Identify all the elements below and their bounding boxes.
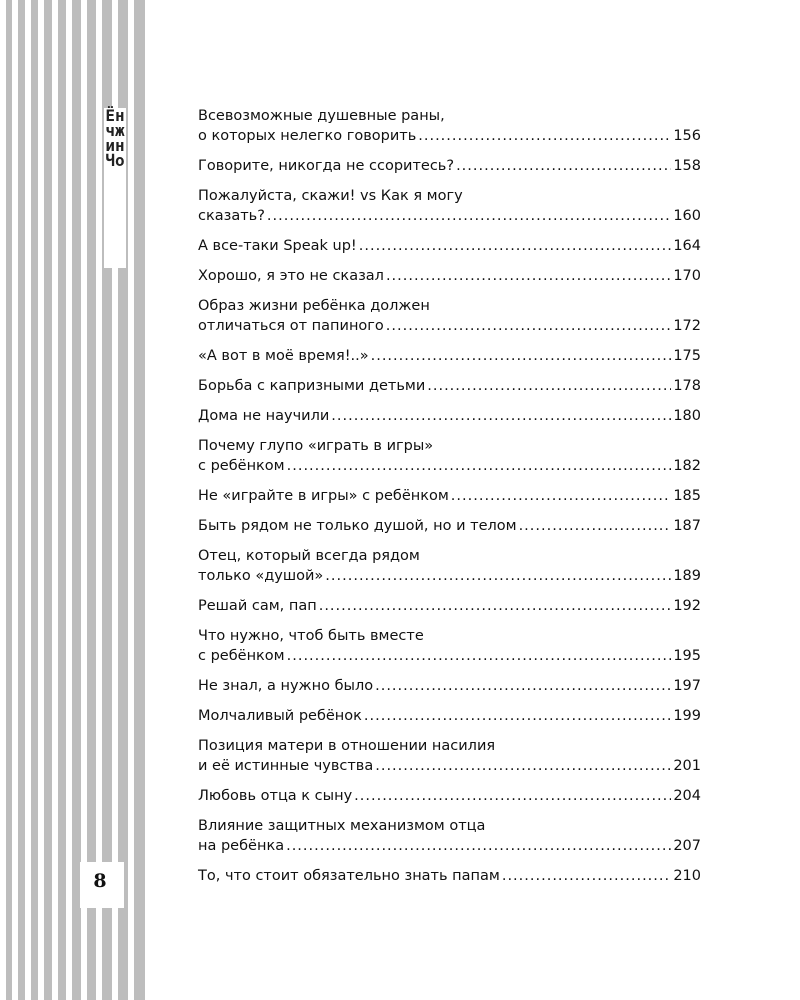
- toc-entry-title: Борьба с капризными детьми: [198, 378, 426, 394]
- toc-entry-last-line: [198, 786, 701, 806]
- stripe: [134, 0, 145, 1000]
- toc-entry: [198, 346, 701, 366]
- toc-entry: [198, 516, 701, 536]
- toc-entry-title: «А вот в моё время!..»: [198, 348, 369, 364]
- toc-entry-title: То, что стоит обязательно знать папам: [198, 868, 500, 884]
- toc-entry: [198, 156, 701, 176]
- toc-entry: [198, 186, 701, 226]
- toc-entry-page: 156: [673, 128, 701, 144]
- stripe: [31, 0, 38, 1000]
- toc-entry-last-line: [198, 486, 701, 506]
- dot-leader: [386, 266, 671, 286]
- toc-entry-title-line: Что нужно, чтоб быть вместе: [198, 628, 424, 644]
- dot-leader: [359, 236, 672, 256]
- toc-entry-title: Не знал, а нужно было: [198, 678, 374, 694]
- toc-entry: [198, 816, 701, 856]
- toc-entry-title: только «душой»: [198, 568, 324, 584]
- toc-entry-last-line: [198, 236, 701, 256]
- dot-leader: [371, 346, 672, 366]
- toc-entry-title: А все-таки Speak up!: [198, 238, 357, 254]
- toc-entry-last-line: [198, 866, 701, 886]
- dot-leader: [331, 406, 671, 426]
- toc-entry-page: 178: [673, 378, 701, 394]
- toc-entry-page: 180: [673, 408, 701, 424]
- toc-entry-title: Решай сам, пап: [198, 598, 317, 614]
- toc-entry-title-line: Позиция матери в отношении насилия: [198, 738, 496, 754]
- toc-entry: [198, 546, 701, 586]
- toc-entry-page: 170: [673, 268, 701, 284]
- dot-leader: [375, 756, 671, 776]
- toc-entry: [198, 786, 701, 806]
- dot-leader: [375, 676, 671, 696]
- toc-entry-page: 210: [673, 868, 701, 884]
- toc-entry-title: отличаться от папиного: [198, 318, 384, 334]
- stripe: [58, 0, 66, 1000]
- toc-entry-title-line: Почему глупо «играть в игры»: [198, 438, 434, 454]
- toc-entry-title: Не «играйте в игры» с ребёнком: [198, 488, 449, 504]
- toc-entry-title: Говорите, никогда не ссоритесь?: [198, 158, 455, 174]
- toc-entry-title: с ребёнком: [198, 648, 285, 664]
- toc-entry: [198, 296, 701, 336]
- dot-leader: [519, 516, 672, 536]
- toc-entry: [198, 486, 701, 506]
- toc-entry-last-line: [198, 676, 701, 696]
- toc-entry-page: 207: [673, 838, 701, 854]
- toc-entry-last-line: [198, 646, 701, 666]
- stripe: [18, 0, 25, 1000]
- toc-entry-title: Хорошо, я это не сказал: [198, 268, 384, 284]
- toc-entry-page: 192: [673, 598, 701, 614]
- dot-leader: [325, 566, 671, 586]
- toc-entry-last-line: [198, 836, 701, 856]
- toc-entry-last-line: [198, 406, 701, 426]
- toc-entry-title: Молчаливый ребёнок: [198, 708, 362, 724]
- dot-leader: [319, 596, 672, 616]
- toc-entry: [198, 706, 701, 726]
- toc-entry-last-line: [198, 126, 701, 146]
- page-number-box: [80, 862, 124, 908]
- dot-leader: [502, 866, 671, 886]
- toc-entry-last-line: [198, 376, 701, 396]
- dot-leader: [267, 206, 671, 226]
- dot-leader: [286, 836, 671, 856]
- toc-entry-page: 204: [673, 788, 701, 804]
- toc-entry: [198, 736, 701, 776]
- toc-entry-last-line: [198, 756, 701, 776]
- toc-entry: [198, 436, 701, 476]
- dot-leader: [456, 156, 671, 176]
- toc-entry-page: 189: [673, 568, 701, 584]
- toc-entry-title-line: Пожалуйста, скажи! vs Как я могу: [198, 188, 463, 204]
- toc-entry-page: 201: [673, 758, 701, 774]
- toc-entry-last-line: [198, 266, 701, 286]
- toc-entry: [198, 266, 701, 286]
- toc-entry-title: и её истинные чувства: [198, 758, 374, 774]
- toc-entry-title: о которых нелегко говорить: [198, 128, 417, 144]
- toc-entry-title-line: Влияние защитных механизмом отца: [198, 818, 486, 834]
- toc-entry-page: 158: [673, 158, 701, 174]
- toc-entry-page: 160: [673, 208, 701, 224]
- dot-leader: [364, 706, 671, 726]
- toc-entry-page: 199: [673, 708, 701, 724]
- toc-entry: [198, 236, 701, 256]
- author-name: Ёнчжин Чо: [105, 106, 125, 170]
- toc-entry-title: с ребёнком: [198, 458, 285, 474]
- dot-leader: [287, 646, 672, 666]
- toc-entry-page: 187: [673, 518, 701, 534]
- toc-entry-title-line: Всевозможные душевные раны,: [198, 108, 445, 124]
- toc-entry: [198, 596, 701, 616]
- toc-entry-last-line: [198, 596, 701, 616]
- dot-leader: [451, 486, 672, 506]
- toc-entry-title: на ребёнка: [198, 838, 285, 854]
- stripe: [87, 0, 96, 1000]
- toc-entry: [198, 376, 701, 396]
- toc-entry-page: 197: [673, 678, 701, 694]
- toc-entry-page: 175: [673, 348, 701, 364]
- dot-leader: [418, 126, 671, 146]
- toc-entry-page: 185: [673, 488, 701, 504]
- toc-entry: [198, 676, 701, 696]
- toc-entry-last-line: [198, 156, 701, 176]
- toc-entry: [198, 626, 701, 666]
- table-of-contents: [198, 106, 701, 896]
- toc-entry: [198, 106, 701, 146]
- toc-entry: [198, 866, 701, 886]
- decorative-stripes: [0, 0, 150, 1000]
- toc-entry-page: 195: [673, 648, 701, 664]
- toc-entry-last-line: [198, 566, 701, 586]
- toc-entry-title: Дома не научили: [198, 408, 330, 424]
- stripe: [6, 0, 12, 1000]
- dot-leader: [354, 786, 671, 806]
- dot-leader: [386, 316, 672, 336]
- dot-leader: [287, 456, 672, 476]
- stripe: [44, 0, 52, 1000]
- toc-entry-last-line: [198, 206, 701, 226]
- dot-leader: [427, 376, 671, 396]
- toc-entry-page: 164: [673, 238, 701, 254]
- toc-entry-title: Любовь отца к сыну: [198, 788, 353, 804]
- page-number: 8: [93, 870, 107, 892]
- toc-entry-last-line: [198, 316, 701, 336]
- toc-entry-last-line: [198, 706, 701, 726]
- toc-entry: [198, 406, 701, 426]
- author-name-box: [104, 108, 126, 268]
- toc-entry-title: сказать?: [198, 208, 265, 224]
- toc-entry-page: 182: [673, 458, 701, 474]
- toc-entry-title: Быть рядом не только душой, но и телом: [198, 518, 517, 534]
- toc-entry-last-line: [198, 456, 701, 476]
- toc-entry-last-line: [198, 346, 701, 366]
- stripe: [72, 0, 81, 1000]
- toc-entry-title-line: Образ жизни ребёнка должен: [198, 298, 430, 314]
- toc-entry-last-line: [198, 516, 701, 536]
- toc-entry-title-line: Отец, который всегда рядом: [198, 548, 420, 564]
- toc-entry-page: 172: [673, 318, 701, 334]
